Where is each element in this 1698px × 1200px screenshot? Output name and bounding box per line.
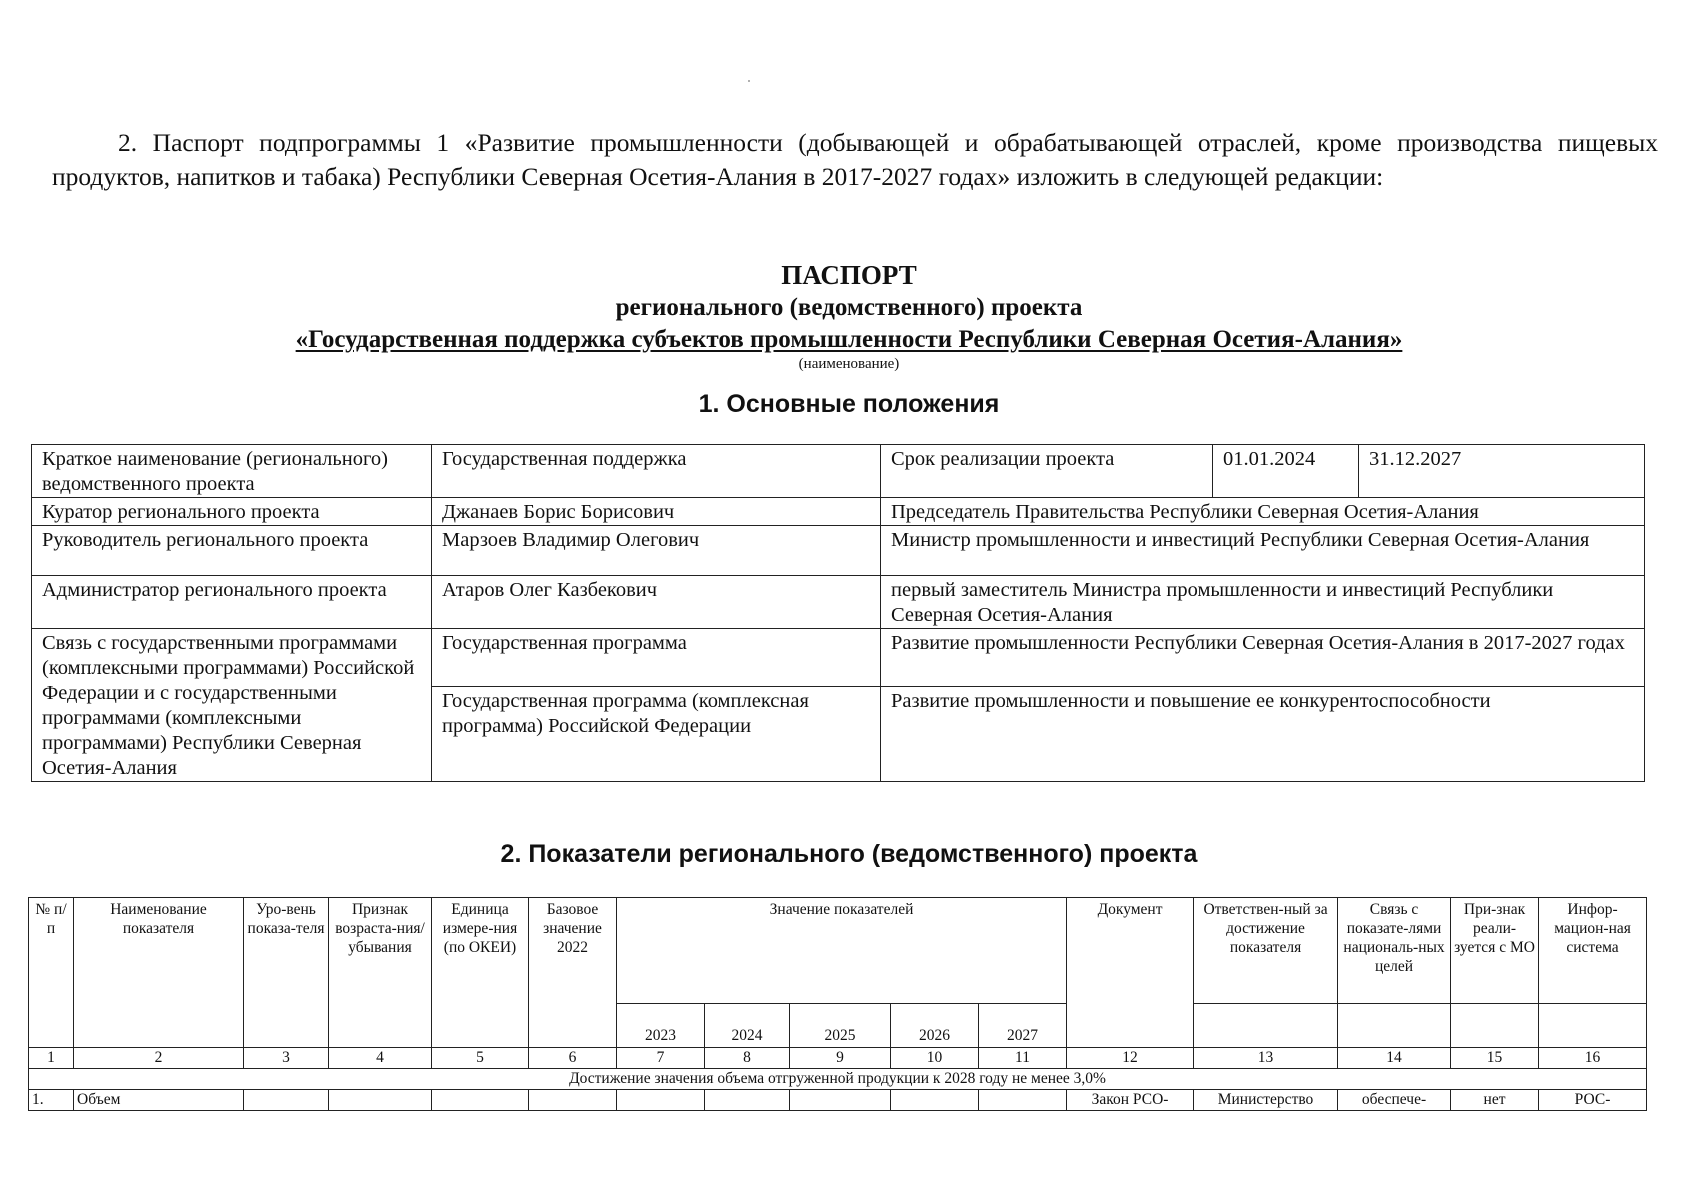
header-goals: Связь с показате-лями националь-ных целей <box>1338 898 1451 1004</box>
col-number: 15 <box>1451 1048 1539 1069</box>
header-values: Значение показателей <box>617 898 1067 1004</box>
header-trend: Признак возраста-ния/ убывания <box>329 898 432 1048</box>
col-number: 16 <box>1539 1048 1647 1069</box>
short-name-label: Краткое наименование (регионального) ведомственного проекта <box>32 445 432 498</box>
admin-position: первый заместитель Министра промышленности и инвестиций Республики Северная Осетия-Алания <box>881 576 1645 629</box>
project-name: «Государственная поддержка субъектов промышленности Республики Северная Осетия-Алания» <box>295 326 1403 353</box>
goal-row <box>29 1069 1647 1090</box>
header-base: Базовое значение 2022 <box>529 898 617 1048</box>
col-number: 13 <box>1194 1048 1338 1069</box>
header-goals-empty <box>1338 1004 1451 1048</box>
curator-label: Куратор регионального проекта <box>32 498 432 526</box>
passport-subtitle: регионального (ведомственного) проекта <box>615 294 1083 321</box>
short-name-value: Государственная поддержка <box>432 445 881 498</box>
col-number: 2 <box>74 1048 244 1069</box>
scan-speck <box>748 80 750 82</box>
table-header-row <box>29 898 1647 1004</box>
section1-heading: 1. Основные положения <box>698 390 1000 418</box>
table-row <box>32 498 1645 526</box>
header-mo: При-знак реали-зуется с МО <box>1451 898 1539 1004</box>
table-row <box>32 576 1645 629</box>
col-number: 10 <box>891 1048 979 1069</box>
header-unit: Единица измере-ния (по ОКЕИ) <box>432 898 529 1048</box>
row-unit <box>432 1090 529 1111</box>
table-row <box>32 526 1645 576</box>
program1-value: Развитие промышленности Республики Северная Осетия-Алания в 2017-2027 годах <box>881 629 1645 687</box>
col-number: 4 <box>329 1048 432 1069</box>
row-resp: Министерство <box>1194 1090 1338 1111</box>
goal-text: Достижение значения объема отгруженной продукции к 2028 году не менее 3,0% <box>29 1069 1647 1090</box>
head-person: Марзоев Владимир Олегович <box>432 526 881 576</box>
row-2026 <box>891 1090 979 1111</box>
col-number: 7 <box>617 1048 705 1069</box>
curator-person: Джанаев Борис Борисович <box>432 498 881 526</box>
header-doc: Документ <box>1067 898 1194 1048</box>
row-level <box>244 1090 329 1111</box>
year-2023: 2023 <box>617 1004 705 1048</box>
row-2027 <box>979 1090 1067 1111</box>
term-end: 31.12.2027 <box>1359 445 1645 498</box>
year-2024: 2024 <box>705 1004 790 1048</box>
header-info-empty <box>1539 1004 1647 1048</box>
row-mo: нет <box>1451 1090 1539 1111</box>
main-provisions-table <box>31 444 1645 782</box>
program2-label: Государственная программа (комплексная программа) Российской Федерации <box>432 687 881 782</box>
header-resp-empty <box>1194 1004 1338 1048</box>
row-goals: обеспече- <box>1338 1090 1451 1111</box>
row-name: Объем <box>74 1090 244 1111</box>
table-row <box>29 1090 1647 1111</box>
col-number: 11 <box>979 1048 1067 1069</box>
indicators-table <box>28 897 1647 1111</box>
header-level: Уро-вень показа-теля <box>244 898 329 1048</box>
row-num: 1. <box>29 1090 74 1111</box>
admin-label: Администратор регионального проекта <box>32 576 432 629</box>
row-info: РОС- <box>1539 1090 1647 1111</box>
col-number: 12 <box>1067 1048 1194 1069</box>
admin-person: Атаров Олег Казбекович <box>432 576 881 629</box>
row-trend <box>329 1090 432 1111</box>
col-number: 1 <box>29 1048 74 1069</box>
head-label: Руководитель регионального проекта <box>32 526 432 576</box>
column-numbers-row <box>29 1048 1647 1069</box>
section2-heading: 2. Показатели регионального (ведомственного) проекта <box>500 840 1198 868</box>
row-2023 <box>617 1090 705 1111</box>
col-number: 5 <box>432 1048 529 1069</box>
intro-paragraph: 2. Паспорт подпрограммы 1 «Развитие промышленности (добывающей и обрабатывающей отраслей, кроме производства пищевых продуктов, напитков и табака) Республики Северная Осетия-Алания в 2017-2027 годах» изложить в следующей редакции: <box>52 128 1658 191</box>
program2-value: Развитие промышленности и повышение ее конкурентоспособности <box>881 687 1645 782</box>
header-info: Инфор-мацион-ная система <box>1539 898 1647 1004</box>
row-2025 <box>790 1090 891 1111</box>
program-link-label: Связь с государственными программами (комплексными программами) Российской Федерации и с государственными программами (комплексными программами) Республики Северная Осетия-Алания <box>32 629 432 782</box>
col-number: 8 <box>705 1048 790 1069</box>
year-2025: 2025 <box>790 1004 891 1048</box>
curator-position: Председатель Правительства Республики Северная Осетия-Алания <box>881 498 1645 526</box>
program1-label: Государственная программа <box>432 629 881 687</box>
head-position: Министр промышленности и инвестиций Республики Северная Осетия-Алания <box>881 526 1645 576</box>
year-2027: 2027 <box>979 1004 1067 1048</box>
col-number: 9 <box>790 1048 891 1069</box>
header-num: № п/ п <box>29 898 74 1048</box>
term-start: 01.01.2024 <box>1213 445 1359 498</box>
header-mo-empty <box>1451 1004 1539 1048</box>
col-number: 14 <box>1338 1048 1451 1069</box>
year-2026: 2026 <box>891 1004 979 1048</box>
term-label: Срок реализации проекта <box>881 445 1213 498</box>
col-number: 6 <box>529 1048 617 1069</box>
passport-title: ПАСПОРТ <box>781 260 917 290</box>
project-name-caption: (наименование) <box>798 356 900 372</box>
passport-title-block <box>0 258 1698 372</box>
row-2024 <box>705 1090 790 1111</box>
header-name: Наименование показателя <box>74 898 244 1048</box>
header-resp: Ответствен-ный за достижение показателя <box>1194 898 1338 1004</box>
row-doc: Закон РСО- <box>1067 1090 1194 1111</box>
table-row <box>32 445 1645 498</box>
row-base <box>529 1090 617 1111</box>
table-row <box>32 629 1645 687</box>
col-number: 3 <box>244 1048 329 1069</box>
